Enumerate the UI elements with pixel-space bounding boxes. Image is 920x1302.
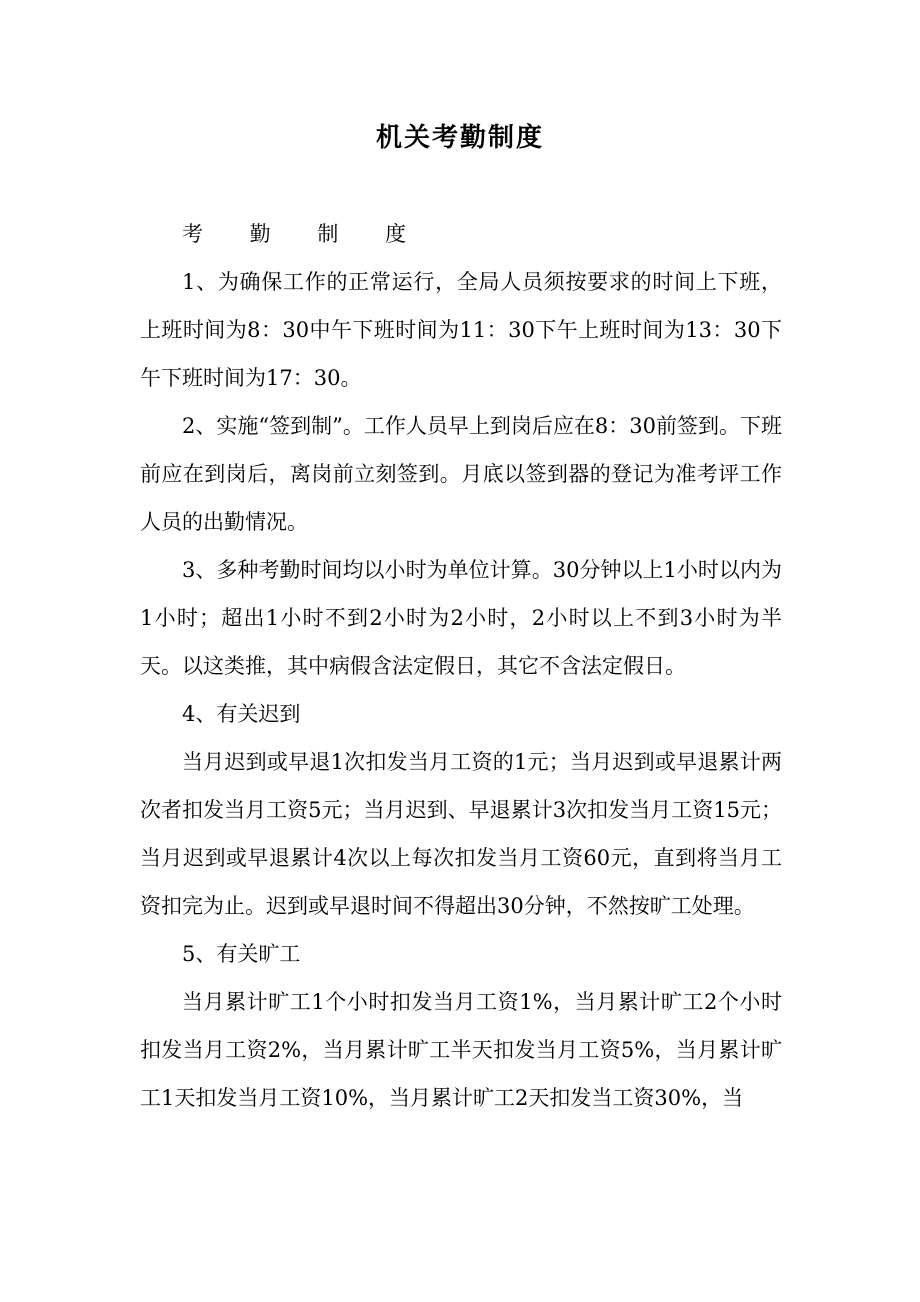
paragraph-2: 2、实施“签到制”。工作人员早上到岗后应在8：30前签到。下班前应在到岗后，离岗前立刻签到。月底以签到器的登记为准考评工作人员的出勤情况。: [140, 414, 782, 534]
paragraph-5-body: 当月累计旷工1个小时扣发当月工资1%，当月累计旷工2个小时扣发当月工资2%，当月累计旷工半天扣发当月工资5%，当月累计旷工1天扣发当月工资10%，当月累计旷工2天扣发当工资30%，当: [140, 990, 782, 1110]
paragraph-4-body: 当月迟到或早退1次扣发当月工资的1元；当月迟到或早退累计两次者扣发当月工资5元；当月迟到、早退累计3次扣发当月工资15元；当月迟到或早退累计4次以上每次扣发当月工资60元，直到将当月工资扣完为止。迟到或早退时间不得超出30分钟，不然按旷工处理。: [140, 750, 782, 918]
paragraph-3: 3、多种考勤时间均以小时为单位计算。30分钟以上1小时以内为1小时；超出1小时不到2小时为2小时，2小时以上不到3小时为半天。以这类推，其中病假含法定假日，其它不含法定假日。: [140, 558, 782, 678]
paragraph-1: 1、为确保工作的正常运行，全局人员须按要求的时间上下班，上班时间为8：30中午下班时间为11：30下午上班时间为13：30下午下班时间为17：30。: [140, 270, 782, 390]
document-body: [140, 210, 782, 1122]
document-title: 机关考勤制度: [375, 123, 544, 153]
paragraph-4-heading: 4、有关迟到: [182, 702, 301, 726]
section-heading: 考 勤 制 度: [182, 222, 427, 246]
paragraph-5-heading: 5、有关旷工: [182, 942, 301, 966]
